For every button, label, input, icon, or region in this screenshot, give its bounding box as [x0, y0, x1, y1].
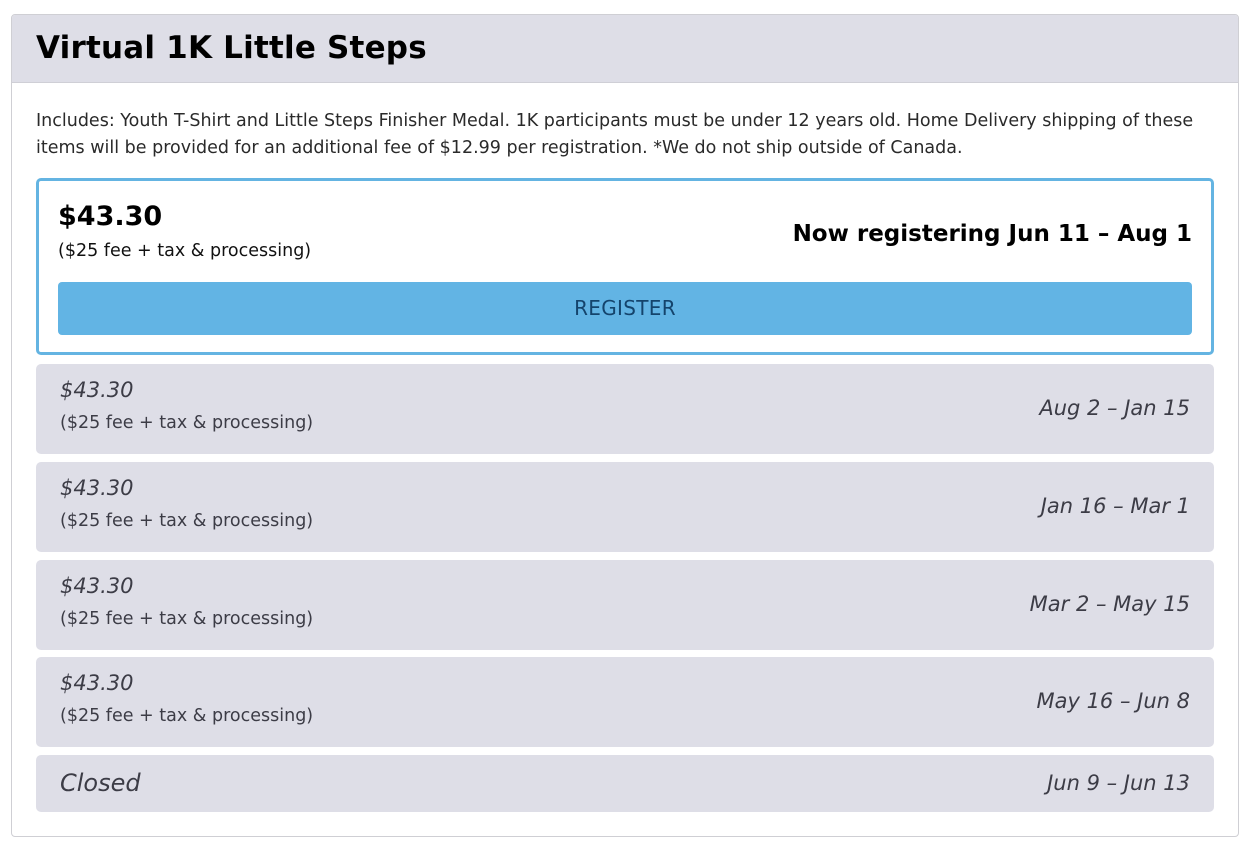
register-button[interactable]: REGISTER: [58, 282, 1192, 335]
tier-date-range: Jan 16 – Mar 1: [1040, 494, 1190, 518]
tier-fee-note: ($25 fee + tax & processing): [58, 241, 312, 261]
tier-date-range: Jun 9 – Jun 13: [1047, 771, 1190, 795]
registration-card: [11, 14, 1239, 837]
card-header: [12, 15, 1238, 83]
tier-fee-note: ($25 fee + tax & processing): [60, 609, 314, 629]
future-price-tier: [36, 657, 1214, 747]
future-price-tier: [36, 560, 1214, 650]
event-title: Virtual 1K Little Steps: [36, 30, 427, 66]
tier-price: $43.30: [60, 476, 134, 500]
future-price-tier: [36, 462, 1214, 552]
future-price-tier: [36, 364, 1214, 454]
current-price-tier: [36, 178, 1214, 355]
closed-price-tier: [36, 755, 1214, 812]
tier-date-range: Mar 2 – May 15: [1029, 592, 1190, 616]
tier-status: Closed: [60, 769, 141, 797]
tier-fee-note: ($25 fee + tax & processing): [60, 706, 314, 726]
tier-price: $43.30: [60, 574, 134, 598]
tier-date-range: Aug 2 – Jan 15: [1039, 396, 1190, 420]
tier-date-range: May 16 – Jun 8: [1036, 689, 1190, 713]
tier-price: $43.30: [60, 378, 134, 402]
tier-fee-note: ($25 fee + tax & processing): [60, 413, 314, 433]
tier-price: $43.30: [60, 671, 134, 695]
tier-price: $43.30: [58, 201, 163, 232]
tier-registration-window: Now registering Jun 11 – Aug 1: [792, 221, 1192, 247]
tier-fee-note: ($25 fee + tax & processing): [60, 511, 314, 531]
event-description: Includes: Youth T-Shirt and Little Steps Finisher Medal. 1K participants must be under 12 years old. Home Delivery shipping of these items will be provided for an additional fee of $12.99 per registration. *We do not ship outside of Canada.: [36, 111, 1194, 158]
